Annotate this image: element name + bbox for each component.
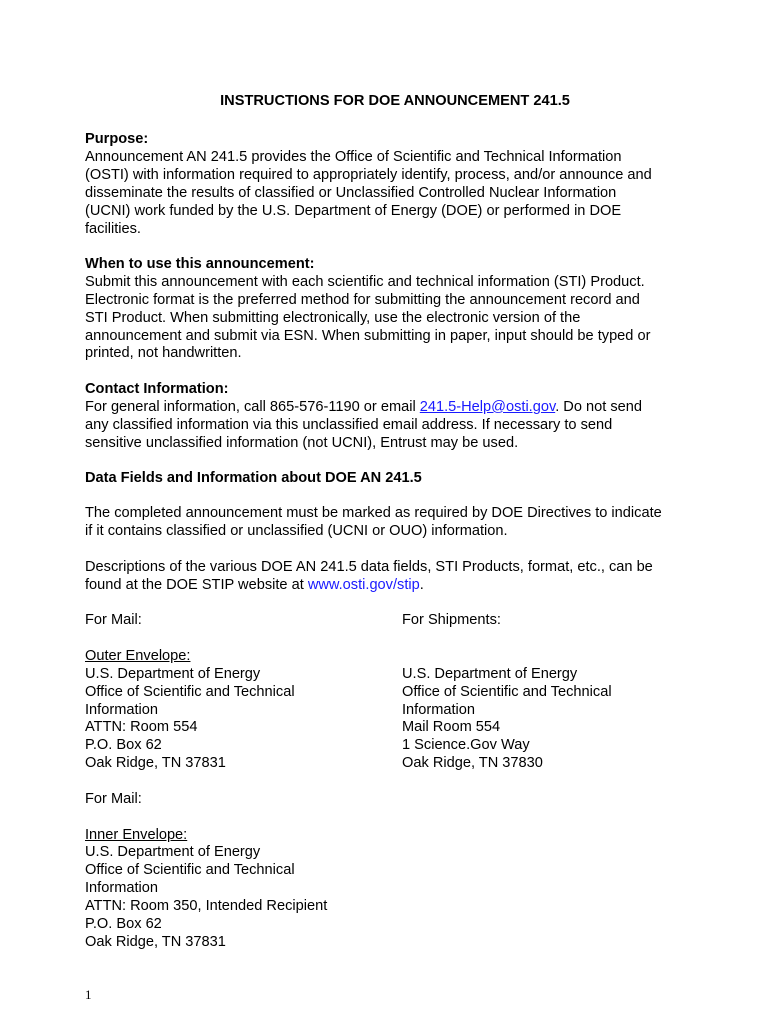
- descriptions-line: [85, 577, 695, 595]
- spacer: [85, 809, 695, 827]
- outer-address-line: Office of Scientific and Technical: [85, 683, 295, 700]
- help-email-link[interactable]: 241.5-Help@osti.gov: [419, 398, 556, 415]
- contact-heading: Contact Information:: [85, 380, 229, 397]
- purpose-line: (OSTI) with information required to appropriately identify, process, and/or announce and: [85, 166, 652, 183]
- marking-line: The completed announcement must be marked as required by DOE Directives to indicate: [85, 505, 662, 522]
- descriptions-section: [85, 559, 695, 595]
- inner-envelope-section: [85, 791, 695, 952]
- purpose-line: disseminate the results of classified or Unclassified Controlled Nuclear Information: [85, 184, 617, 201]
- marking-line: if it contains classified or unclassified (UCNI or OUO) information.: [85, 523, 508, 540]
- purpose-line: (UCNI) work funded by the U.S. Department of Energy (DOE) or performed in DOE: [85, 202, 622, 219]
- outer-address-line: U.S. Department of Energy: [85, 665, 261, 682]
- shipments-column: [402, 612, 695, 773]
- descriptions-line-suffix: .: [419, 576, 424, 593]
- purpose-line: facilities.: [85, 220, 141, 237]
- stip-website-link[interactable]: www.osti.gov/stip: [307, 576, 420, 593]
- for-mail-label: For Mail:: [85, 612, 142, 629]
- purpose-section: [85, 131, 695, 238]
- spacer: [402, 648, 695, 666]
- document-page: [85, 93, 695, 952]
- inner-address-line: Information: [85, 880, 159, 897]
- contact-line: [85, 399, 695, 417]
- outer-address-line: P.O. Box 62: [85, 737, 162, 754]
- inner-envelope-label: Inner Envelope:: [85, 826, 188, 843]
- when-to-use-line: printed, not handwritten.: [85, 345, 242, 362]
- for-shipments-label: For Shipments:: [402, 612, 501, 629]
- contact-line: sensitive unclassified information (not UCNI), Entrust may be used.: [85, 434, 519, 451]
- data-fields-section: [85, 470, 695, 488]
- data-fields-heading: Data Fields and Information about DOE AN 241.5: [85, 470, 422, 486]
- contact-line: any classified information via this unclassified email address. If necessary to send: [85, 416, 613, 433]
- for-mail-label-inner: For Mail:: [85, 790, 142, 807]
- inner-address-line: U.S. Department of Energy: [85, 844, 261, 861]
- spacer: [402, 630, 695, 648]
- page-number: 1: [85, 987, 92, 1002]
- when-to-use-section: [85, 256, 695, 363]
- shipment-address-line: Office of Scientific and Technical: [402, 683, 612, 700]
- mail-column: [85, 612, 402, 773]
- descriptions-line: Descriptions of the various DOE AN 241.5 data fields, STI Products, format, etc., can be: [85, 558, 653, 575]
- shipment-address-line: U.S. Department of Energy: [402, 665, 578, 682]
- inner-address-line: ATTN: Room 350, Intended Recipient: [85, 898, 328, 915]
- purpose-heading: Purpose:: [85, 131, 149, 147]
- outer-address-line: Information: [85, 701, 159, 718]
- shipment-address-line: Information: [402, 701, 476, 718]
- shipment-address-line: 1 Science.Gov Way: [402, 737, 530, 754]
- contact-section: [85, 381, 695, 453]
- outer-envelope-label: Outer Envelope:: [85, 647, 191, 664]
- descriptions-line-prefix: found at the DOE STIP website at: [85, 576, 308, 593]
- contact-line-prefix: For general information, call 865-576-1190 or email: [85, 398, 420, 415]
- spacer: [85, 630, 402, 648]
- address-columns: [85, 612, 695, 773]
- purpose-line: Announcement AN 241.5 provides the Office of Scientific and Technical Information: [85, 148, 622, 165]
- when-to-use-line: announcement and submit via ESN. When submitting in paper, input should be typed or: [85, 327, 651, 344]
- inner-address-line: Oak Ridge, TN 37831: [85, 933, 226, 950]
- inner-address-line: P.O. Box 62: [85, 916, 162, 933]
- outer-address-line: ATTN: Room 554: [85, 719, 198, 736]
- when-to-use-line: Submit this announcement with each scientific and technical information (STI) Product.: [85, 273, 645, 290]
- outer-address-line: Oak Ridge, TN 37831: [85, 755, 226, 772]
- when-to-use-line: STI Product. When submitting electronically, use the electronic version of the: [85, 309, 581, 326]
- document-title: INSTRUCTIONS FOR DOE ANNOUNCEMENT 241.5: [220, 93, 570, 109]
- shipment-address-line: Mail Room 554: [402, 719, 501, 736]
- marking-section: [85, 505, 695, 541]
- when-to-use-line: Electronic format is the preferred method for submitting the announcement record and: [85, 291, 640, 308]
- shipment-address-line: Oak Ridge, TN 37830: [402, 755, 543, 772]
- when-to-use-heading: When to use this announcement:: [85, 255, 315, 272]
- contact-line-suffix: . Do not send: [555, 398, 642, 415]
- inner-address-line: Office of Scientific and Technical: [85, 862, 295, 879]
